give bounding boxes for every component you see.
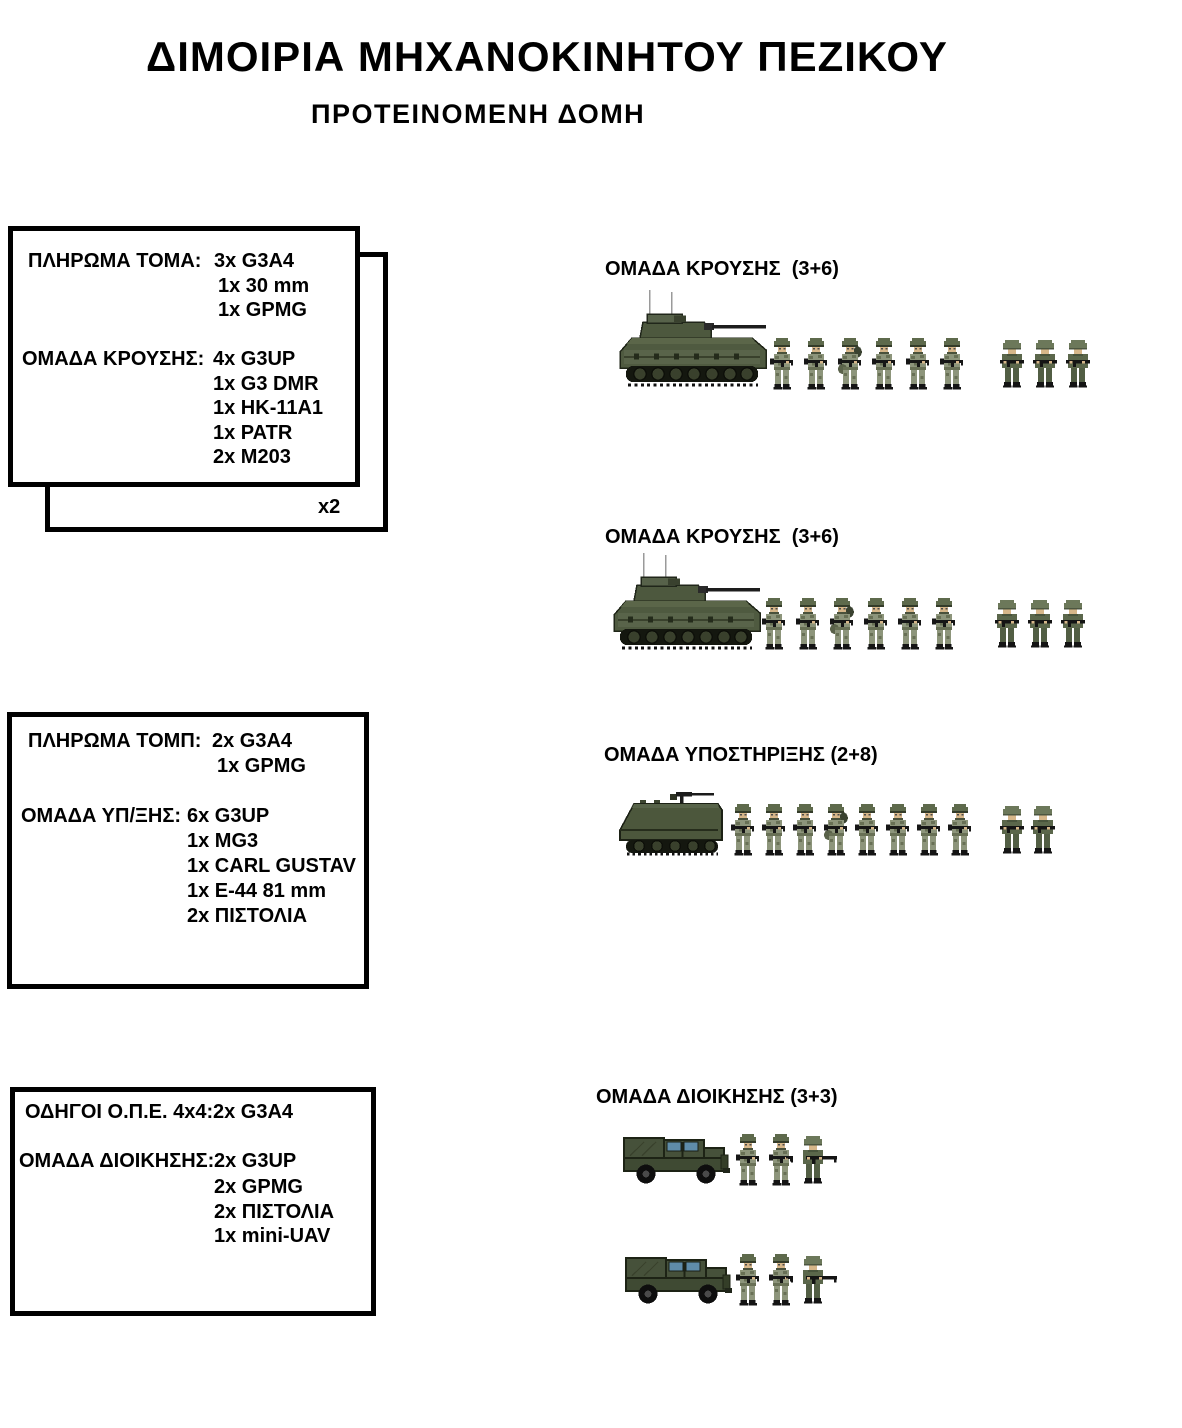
crew-soldier-icon	[1027, 600, 1053, 650]
rifleman-icon	[736, 1134, 760, 1186]
support-squad-item: 1x E-44 81 mm	[187, 880, 326, 902]
rifleman-icon	[736, 1254, 760, 1306]
command-squad-item: 1x mini-UAV	[214, 1225, 331, 1247]
strike-squad-item: 1x G3 DMR	[213, 373, 319, 395]
command-squad-label: ΟΜΑΔΑ ΔΙΟΙΚΗΣΗΣ:	[19, 1150, 215, 1172]
toma-crew-item: 3x G3A4	[214, 250, 295, 272]
page-subtitle: ΠΡΟΤΕΙΝΟΜΕΝΗ ΔΟΜΗ	[311, 99, 646, 129]
tomp-crew-label: ΠΛΗΡΩΜΑ ΤΟΜΠ:	[28, 730, 202, 752]
truck-icon	[622, 1130, 730, 1186]
toma-crew-item: 1x GPMG	[218, 299, 307, 321]
rifleman-icon	[886, 804, 910, 856]
support-squad-item: 1x CARL GUSTAV	[187, 855, 356, 877]
group-strike-2-heading: ΟΜΑΔΑ ΚΡΟΥΣΗΣ (3+6)	[605, 526, 839, 548]
strike-2-crew-row	[994, 600, 1086, 650]
strike-1-crew-row	[999, 340, 1091, 390]
rifleman-icon	[940, 338, 964, 390]
command-row1-gunner	[786, 1136, 838, 1186]
drivers-item: 2x G3A4	[213, 1101, 294, 1123]
strike-squad-item: 1x PATR	[213, 422, 293, 444]
crew-soldier-icon	[1065, 340, 1091, 390]
group-strike-1-heading: ΟΜΑΔΑ ΚΡΟΥΣΗΣ (3+6)	[605, 258, 839, 280]
machine-gunner-icon	[786, 1256, 838, 1306]
rifleman-icon	[762, 598, 786, 650]
radioman-icon	[838, 338, 862, 390]
support-squad-item: 2x ΠΙΣΤΟΛΙΑ	[187, 905, 308, 927]
rifleman-icon	[793, 804, 817, 856]
crew-soldier-icon	[1032, 340, 1058, 390]
crew-soldier-icon	[1030, 806, 1056, 856]
command-squad-item: 2x ΠΙΣΤΟΛΙΑ	[214, 1201, 335, 1223]
ifv-icon	[616, 290, 768, 390]
strike-squad-item: 4x G3UP	[213, 348, 296, 370]
tomp-crew-item: 2x G3A4	[212, 730, 293, 752]
truck-icon	[624, 1250, 732, 1306]
rifleman-icon	[770, 338, 794, 390]
drivers-label: ΟΔΗΓΟΙ Ο.Π.Ε. 4x4:	[25, 1101, 214, 1123]
crew-soldier-icon	[999, 806, 1025, 856]
machine-gunner-icon	[786, 1136, 838, 1186]
rifleman-icon	[948, 804, 972, 856]
toma-crew-item: 1x 30 mm	[218, 275, 310, 297]
command-squad-item: 2x GPMG	[214, 1176, 303, 1198]
card-multiplier-badge: x2	[318, 496, 341, 518]
page-title: ΔΙΜΟΙΡΙΑ ΜΗΧΑΝΟΚΙΝΗΤΟΥ ΠΕΖΙΚΟΥ	[146, 33, 948, 80]
tomp-crew-item: 1x GPMG	[217, 755, 306, 777]
rifleman-icon	[762, 804, 786, 856]
rifleman-icon	[796, 598, 820, 650]
command-row2-gunner	[786, 1256, 838, 1306]
group-support-heading: ΟΜΑΔΑ ΥΠΟΣΤΗΡΙΞΗΣ (2+8)	[604, 744, 878, 766]
rifleman-icon	[932, 598, 956, 650]
rifleman-icon	[855, 804, 879, 856]
strike-squad-label: ΟΜΑΔΑ ΚΡΟΥΣΗΣ:	[22, 348, 205, 370]
support-infantry-row	[731, 804, 972, 856]
rifleman-icon	[864, 598, 888, 650]
ifv-icon	[610, 553, 762, 653]
command-squad-item: 2x G3UP	[214, 1150, 297, 1172]
rifleman-icon	[906, 338, 930, 390]
crew-soldier-icon	[1060, 600, 1086, 650]
crew-soldier-icon	[999, 340, 1025, 390]
support-crew-row	[999, 806, 1056, 856]
group-command-heading: ΟΜΑΔΑ ΔΙΟΙΚΗΣΗΣ (3+3)	[596, 1086, 838, 1108]
toma-crew-label: ΠΛΗΡΩΜΑ ΤΟΜΑ:	[28, 250, 202, 272]
support-squad-label: ΟΜΑΔΑ ΥΠ/ΞΗΣ:	[21, 805, 181, 827]
crew-soldier-icon	[994, 600, 1020, 650]
radioman-icon	[824, 804, 848, 856]
rifleman-icon	[731, 804, 755, 856]
support-squad-item: 1x MG3	[187, 830, 259, 852]
strike-squad-item: 1x HK-11A1	[213, 397, 324, 419]
command-row1-infantry	[736, 1134, 793, 1186]
strike-squad-item: 2x M203	[213, 446, 291, 468]
support-squad-item: 6x G3UP	[187, 805, 270, 827]
rifleman-icon	[917, 804, 941, 856]
apc-icon	[618, 788, 730, 856]
rifleman-icon	[872, 338, 896, 390]
rifleman-icon	[804, 338, 828, 390]
rifleman-icon	[898, 598, 922, 650]
radioman-icon	[830, 598, 854, 650]
command-row2-infantry	[736, 1254, 793, 1306]
strike-2-infantry-row	[762, 598, 956, 650]
strike-1-infantry-row	[770, 338, 964, 390]
